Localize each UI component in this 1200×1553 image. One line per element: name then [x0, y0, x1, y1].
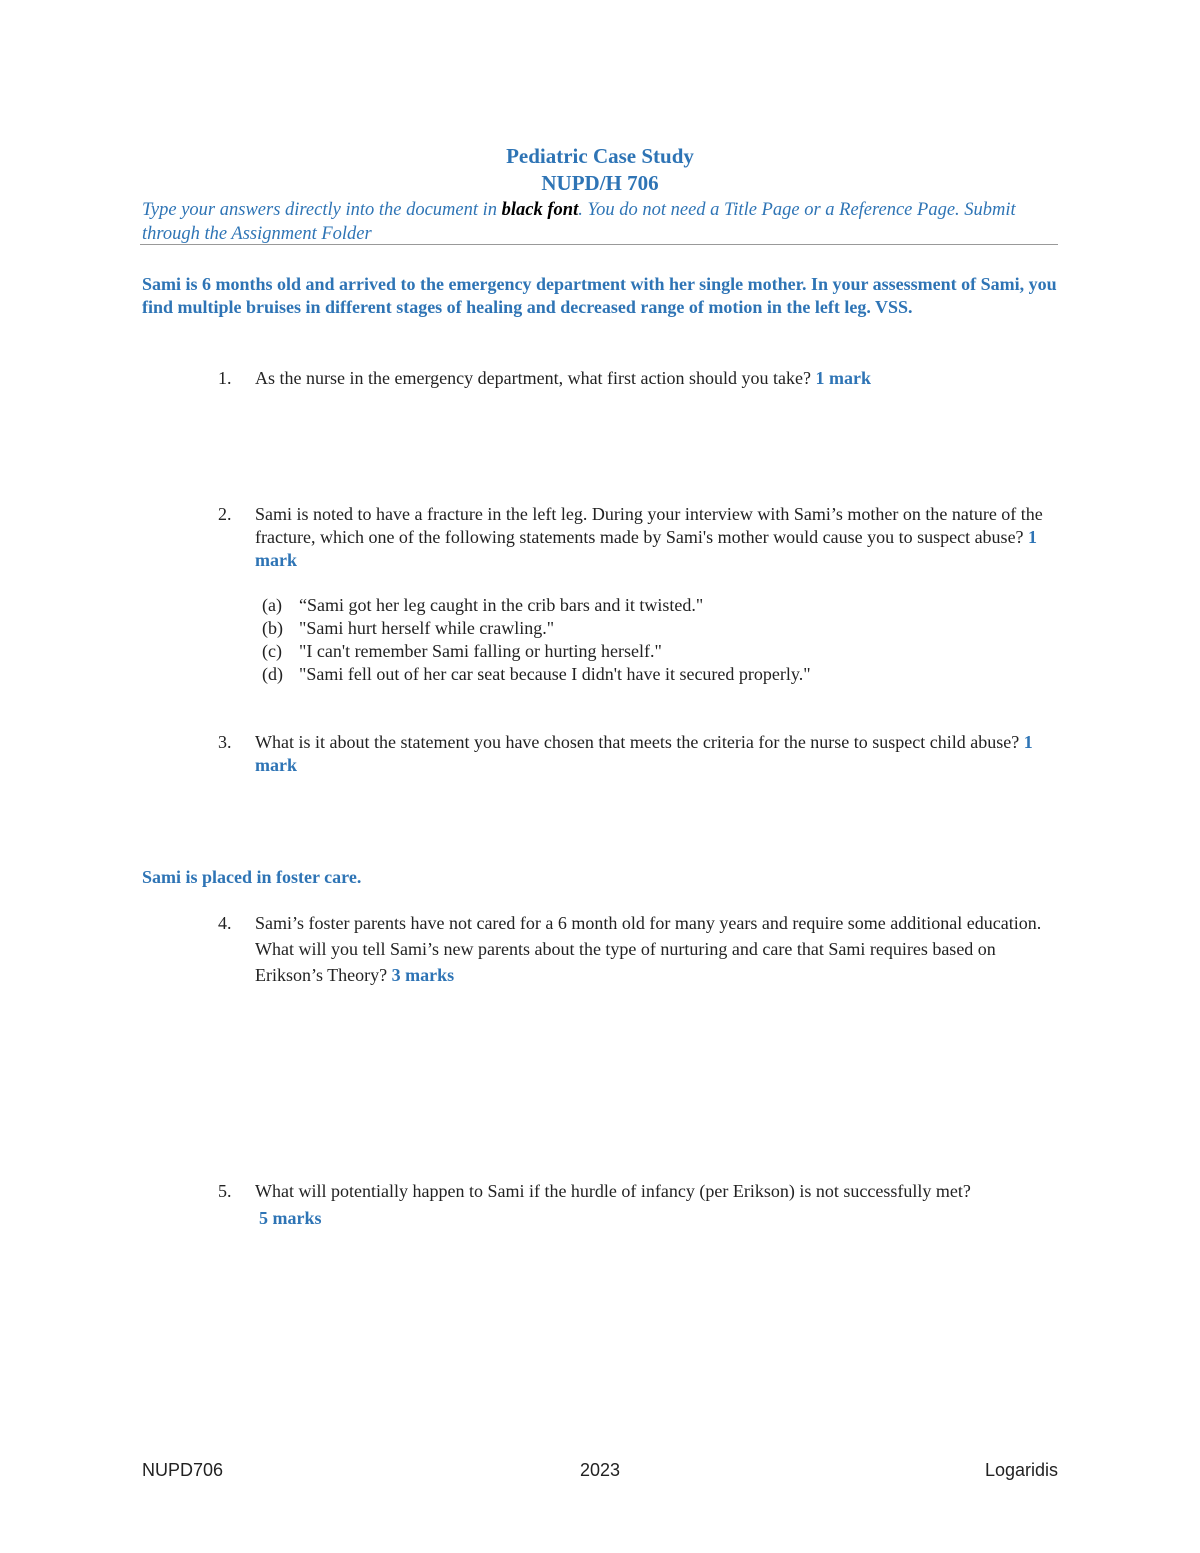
instructions-bold: black font — [501, 200, 579, 220]
question-body: Sami’s foster parents have not cared for a 6 month old for many years and require some additional education. What will you tell Sami’s new parents about the type of nurturing and care that Sami requires based on Erikson’s Theory? — [255, 913, 1042, 985]
option-text: "Sami fell out of her car seat because I didn't have it secured properly." — [299, 664, 811, 684]
question-text — [255, 1178, 1065, 1232]
section-heading: Sami is placed in foster care. — [142, 867, 362, 887]
footer-year: 2023 — [579, 1460, 621, 1480]
question-mark: 1 mark — [815, 368, 872, 388]
question-mark: 3 marks — [391, 965, 455, 985]
document-title: Pediatric Case Study — [506, 144, 694, 168]
question-body: What will potentially happen to Sami if the hurdle of infancy (per Erikson) is not successfully met? — [255, 1181, 971, 1201]
question-text — [255, 503, 1065, 572]
option-text: "I can't remember Sami falling or hurting herself." — [299, 641, 662, 661]
question-number: 4. — [218, 913, 232, 933]
instructions-text: Type your answers directly into the document in — [142, 200, 502, 220]
question-text — [255, 367, 1065, 390]
question-text — [255, 731, 1065, 777]
question-body: As the nurse in the emergency department, what first action should you take? — [255, 368, 816, 388]
option-label: (d) — [262, 664, 283, 684]
question-number: 5. — [218, 1181, 232, 1201]
instructions — [142, 198, 1062, 246]
case-scenario: Sami is 6 months old and arrived to the emergency department with her single mother. In your assessment of Sami, you find multiple bruises in different stages of healing and decreased range of motion in the left leg. VSS. — [142, 274, 1057, 317]
question-mark: 1 mark — [255, 732, 1033, 775]
footer-course: NUPD706 — [142, 1460, 224, 1480]
header-divider — [140, 244, 1058, 245]
question-mark: 5 marks — [259, 1208, 322, 1228]
option-label: (c) — [262, 641, 282, 661]
option-label: (a) — [262, 595, 282, 615]
question-body: Sami is noted to have a fracture in the left leg. During your interview with Sami’s mother on the nature of the fracture, which one of the following statements made by Sami's mother would cause you to suspect abuse? — [255, 504, 1043, 547]
question-body: What is it about the statement you have chosen that meets the criteria for the nurse to suspect child abuse? — [255, 732, 1024, 752]
instructions-text-2: . You do not need a Title Page or a Reference Page. Submit through the Assignment Folder — [142, 200, 1016, 244]
question-text — [255, 910, 1065, 988]
footer-author: Logaridis — [984, 1460, 1058, 1480]
option-label: (b) — [262, 618, 283, 638]
option-text: “Sami got her leg caught in the crib bars and it twisted." — [299, 595, 704, 615]
question-number: 3. — [218, 732, 232, 752]
course-code: NUPD/H 706 — [541, 171, 659, 195]
question-mark: 1 mark — [255, 527, 1038, 570]
question-number: 1. — [218, 368, 232, 388]
option-text: "Sami hurt herself while crawling." — [299, 618, 555, 638]
question-number: 2. — [218, 504, 232, 524]
